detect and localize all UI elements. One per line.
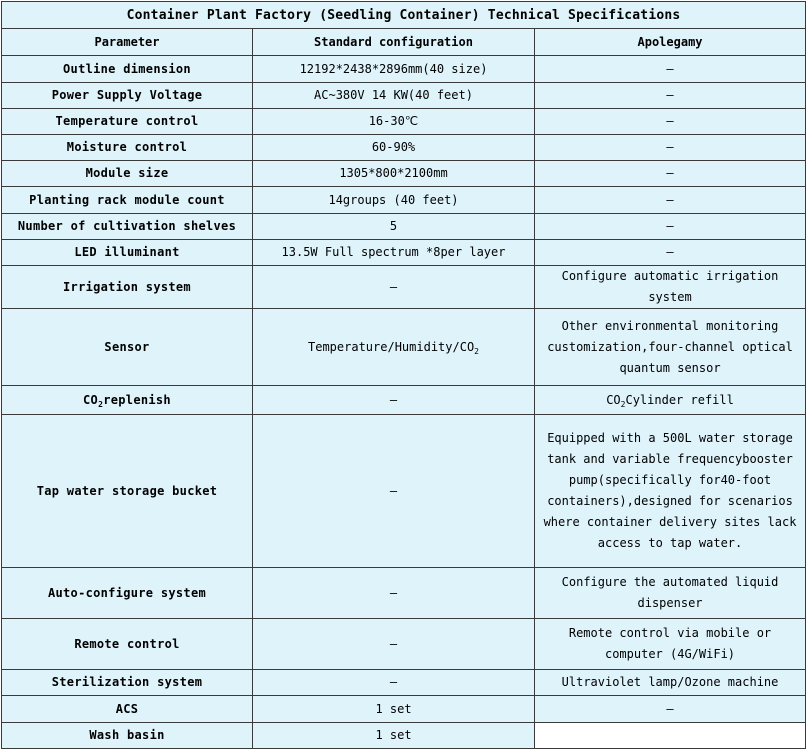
table-row [2,568,806,619]
standard-cell: – [253,415,535,568]
table-row [2,214,806,240]
parameter-cell: Outline dimension [2,56,253,83]
specifications-table [1,1,806,749]
apolegamy-cell: – [535,56,806,83]
apolegamy-text: CO [606,392,621,407]
table-row [2,266,806,309]
table-row [2,619,806,670]
parameter-cell: Planting rack module count [2,187,253,214]
standard-cell: AC~380V 14 KW(40 feet) [253,83,535,109]
standard-cell: – [253,386,535,415]
parameter-cell: LED illuminant [2,240,253,266]
parameter-text: replenish [103,392,171,407]
table-row [2,386,806,415]
apolegamy-cell: Configure automatic irrigation system [535,266,806,309]
standard-cell: 13.5W Full spectrum *8per layer [253,240,535,266]
table-row [2,135,806,161]
subscript-2: 2 [620,399,626,409]
standard-cell: 5 [253,214,535,240]
apolegamy-cell [535,386,806,415]
parameter-cell: Sterilization system [2,670,253,696]
standard-cell: 16-30℃ [253,109,535,135]
header-standard-configuration: Standard configuration [253,29,535,56]
apolegamy-cell: Equipped with a 500L water storage tank and variable frequencybooster pump(specifically for40-foot containers),designed for scenarios where container delivery sites lack access to tap water. [535,415,806,568]
standard-cell: – [253,670,535,696]
apolegamy-cell: – [535,135,806,161]
subscript-2: 2 [474,346,479,356]
apolegamy-cell: – [535,161,806,187]
standard-cell: 12192*2438*2896mm(40 size) [253,56,535,83]
table-row [2,670,806,696]
apolegamy-cell: – [535,83,806,109]
title-row [2,2,806,29]
apolegamy-cell [535,723,806,749]
standard-cell: 1 set [253,723,535,749]
table-row [2,415,806,568]
apolegamy-cell: Ultraviolet lamp/Ozone machine [535,670,806,696]
parameter-cell: Moisture control [2,135,253,161]
parameter-text: CO [83,392,99,407]
parameter-cell: ACS [2,696,253,723]
table-row [2,83,806,109]
apolegamy-cell: – [535,214,806,240]
apolegamy-cell: Configure the automated liquid dispenser [535,568,806,619]
apolegamy-cell: Remote control via mobile or computer (4G/WiFi) [535,619,806,670]
parameter-cell: Irrigation system [2,266,253,309]
table-row [2,187,806,214]
header-row [2,29,806,56]
parameter-cell: Wash basin [2,723,253,749]
parameter-cell: Temperature control [2,109,253,135]
standard-cell: – [253,619,535,670]
standard-cell: – [253,568,535,619]
subscript-2: 2 [98,399,104,409]
apolegamy-cell: – [535,187,806,214]
header-parameter: Parameter [2,29,253,56]
apolegamy-cell: – [535,696,806,723]
standard-cell: 1 set [253,696,535,723]
table-row [2,109,806,135]
parameter-cell: Number of cultivation shelves [2,214,253,240]
standard-cell: 60-90% [253,135,535,161]
table-row [2,309,806,386]
apolegamy-cell: Other environmental monitoring customization,four-channel optical quantum sensor [535,309,806,386]
parameter-cell [2,386,253,415]
header-apolegamy: Apolegamy [535,29,806,56]
parameter-cell: Sensor [2,309,253,386]
table-row [2,696,806,723]
standard-cell [253,309,535,386]
table-title: Container Plant Factory (Seedling Container) Technical Specifications [2,2,806,29]
apolegamy-cell: – [535,109,806,135]
parameter-cell: Power Supply Voltage [2,83,253,109]
table-row [2,56,806,83]
table-row [2,723,806,749]
standard-cell: – [253,266,535,309]
standard-cell: 1305*800*2100mm [253,161,535,187]
table-row [2,240,806,266]
standard-text: Temperature/Humidity/CO [308,339,475,354]
table-row [2,161,806,187]
parameter-cell: Tap water storage bucket [2,415,253,568]
standard-cell: 14groups (40 feet) [253,187,535,214]
parameter-cell: Module size [2,161,253,187]
apolegamy-cell: – [535,240,806,266]
parameter-cell: Remote control [2,619,253,670]
apolegamy-text: Cylinder refill [625,392,734,407]
parameter-cell: Auto-configure system [2,568,253,619]
